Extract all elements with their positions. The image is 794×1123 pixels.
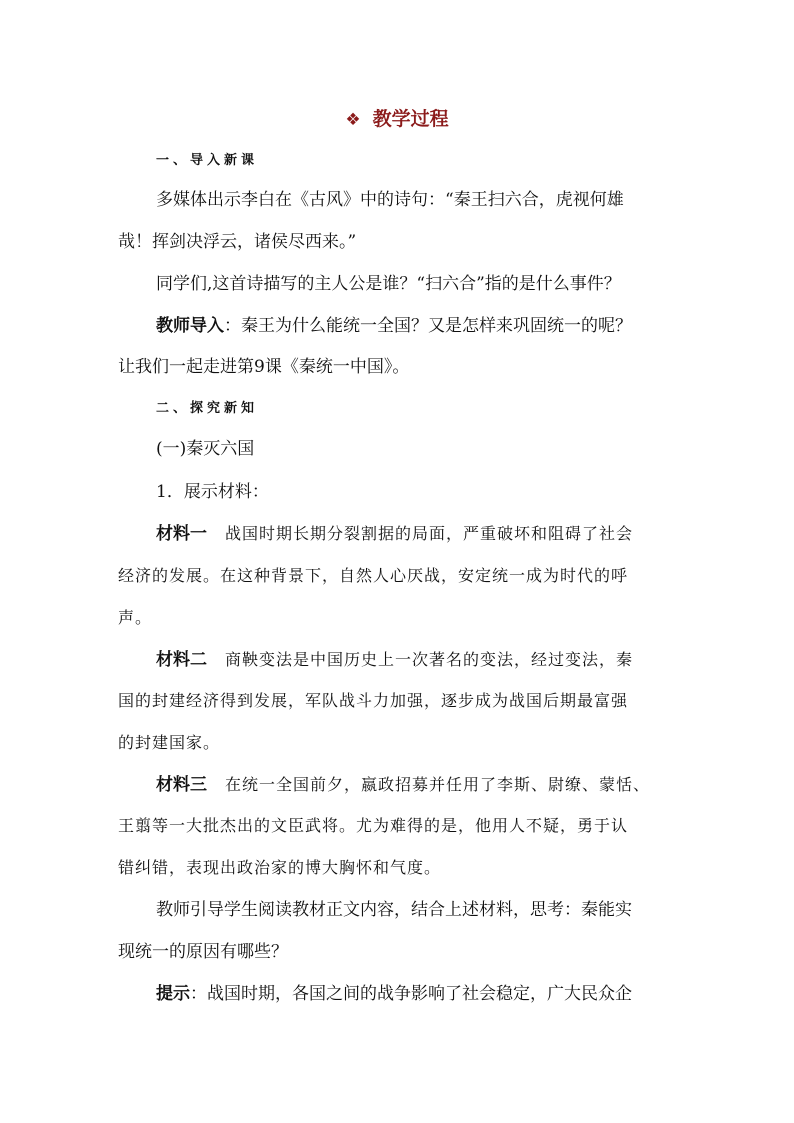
material-3-text: 在统一全国前夕，嬴政招募并任用了李斯、尉缭、蒙恬、 xyxy=(225,775,651,794)
material-2-label: 材料二 xyxy=(156,650,207,670)
intro-paragraph-line-2: 哉！挥剑决浮云，诸侯尽西来。” xyxy=(118,232,357,252)
material-3-line-2: 王翦等一大批杰出的文臣武将。尤为难得的是，他用人不疑，勇于认 xyxy=(118,816,629,835)
section-heading-intro: 一、导入新课 xyxy=(156,153,259,168)
material-1-label: 材料一 xyxy=(156,524,207,544)
section-heading-explore: 二、探究新知 xyxy=(156,401,259,416)
teacher-intro-label: 教师导入 xyxy=(156,316,224,336)
teacher-intro-line-2: 让我们一起走进第9课《秦统一中国》。 xyxy=(118,357,410,377)
material-3-line-1 xyxy=(156,774,650,796)
material-1-line-3: 声。 xyxy=(118,608,153,627)
teacher-intro-text: ：秦王为什么能统一全国？又是怎样来巩固统一的呢？ xyxy=(224,316,632,336)
guide-paragraph-line-1: 教师引导学生阅读教材正文内容，结合上述材料，思考：秦能实 xyxy=(156,900,632,920)
show-material-label: 1．展示材料： xyxy=(156,482,269,502)
subsection-heading: (一)秦灭六国 xyxy=(156,439,255,459)
material-1-line-1 xyxy=(156,523,633,545)
hint-line-1 xyxy=(156,983,632,1005)
material-3-label: 材料三 xyxy=(156,775,207,795)
material-1-text: 战国时期长期分裂割据的局面，严重破坏和阻碍了社会 xyxy=(225,524,634,543)
hint-text: ：战国时期，各国之间的战争影响了社会稳定，广大民众企 xyxy=(190,984,632,1004)
question-paragraph: 同学们,这首诗描写的主人公是谁？“扫六合”指的是什么事件？ xyxy=(156,274,621,294)
material-1-line-2: 经济的发展。在这种背景下，自然人心厌战，安定统一成为时代的呼 xyxy=(118,566,629,585)
hint-label: 提示 xyxy=(156,984,190,1004)
teacher-intro-line-1 xyxy=(156,315,632,337)
intro-paragraph-line-1: 多媒体出示李白在《古风》中的诗句：“秦王扫六合，虎视何雄 xyxy=(156,190,624,210)
material-2-line-1 xyxy=(156,649,633,671)
material-2-line-2: 国的封建经济得到发展，军队战斗力加强，逐步成为战国后期最富强 xyxy=(118,691,629,710)
material-3-line-3: 错纠错，表现出政治家的博大胸怀和气度。 xyxy=(118,858,442,877)
diamond-fleuron-icon: ❖ xyxy=(345,110,361,130)
material-2-text: 商鞅变法是中国历史上一次著名的变法，经过变法，秦 xyxy=(225,650,634,669)
material-2-line-3: 的封建国家。 xyxy=(118,733,221,752)
guide-paragraph-line-2: 现统一的原因有哪些？ xyxy=(118,942,288,962)
page-title-text: 教学过程 xyxy=(372,108,449,130)
page-title xyxy=(0,104,794,131)
